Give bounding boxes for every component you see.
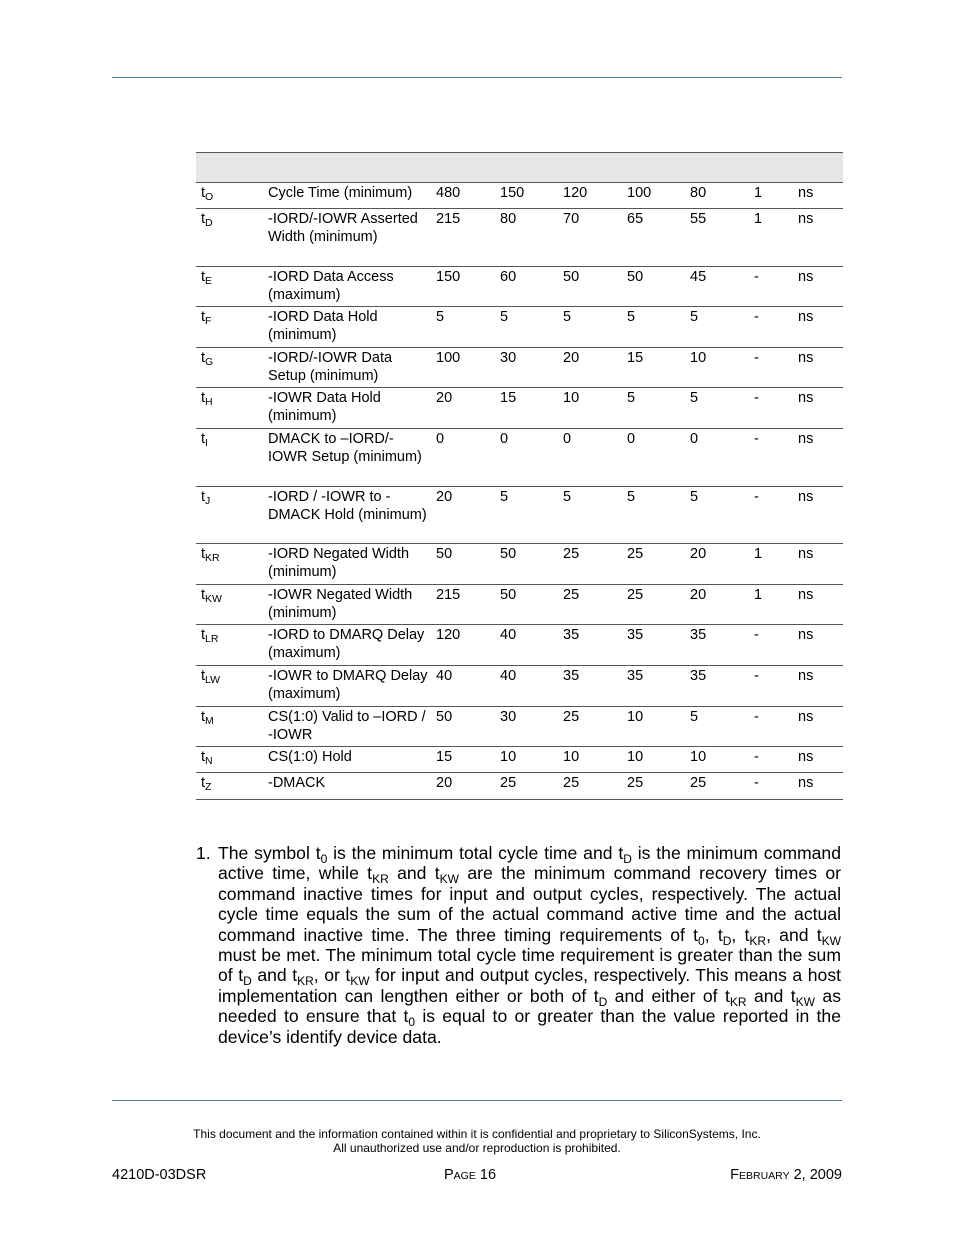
unit: ns [798, 489, 814, 505]
parameter-symbol: $t_E$ [201, 269, 213, 287]
mode-3-value: 50 [627, 269, 644, 285]
mode-4-value: 35 [690, 668, 707, 684]
unit: ns [798, 749, 814, 765]
note-ref: - [754, 749, 759, 765]
parameter-symbol: $t_O$ [201, 185, 214, 203]
parameter-symbol: $t_{LW}$ [201, 668, 221, 686]
parameter-symbol: $t_D$ [201, 211, 213, 229]
note-ref: 1 [754, 185, 763, 201]
mode-2-value: 25 [563, 587, 580, 603]
mode-4-value: 5 [690, 390, 699, 406]
mode-1-value: 0 [500, 431, 509, 447]
mode-4-value: 5 [690, 489, 699, 505]
parameter-description: -IOWR Data Hold (minimum) [268, 390, 381, 424]
footnote-1 [196, 843, 841, 1047]
mode-3-value: 35 [627, 668, 644, 684]
unit: ns [798, 269, 814, 285]
mode-0-value: 20 [436, 390, 453, 406]
table-row [196, 429, 843, 487]
mode-2-value: 35 [563, 627, 580, 643]
note-ref: - [754, 390, 759, 406]
parameter-symbol: $t_I$ [201, 431, 208, 449]
table-row [196, 487, 843, 544]
document-number: 4210D-03DSR [112, 1167, 207, 1183]
mode-4-value: 20 [690, 587, 707, 603]
unit: ns [798, 390, 814, 406]
timing-table [196, 152, 843, 800]
note-ref: - [754, 309, 759, 325]
mode-0-value: 50 [436, 709, 453, 725]
table-row [196, 666, 843, 707]
parameter-description: -DMACK [268, 775, 326, 791]
mode-1-value: 40 [500, 668, 517, 684]
table-row [196, 544, 843, 585]
mode-4-value: 5 [690, 309, 699, 325]
footnote-number: 1. [196, 843, 211, 863]
unit: ns [798, 587, 814, 603]
table-row [196, 183, 843, 209]
mode-0-value: 215 [436, 587, 461, 603]
parameter-symbol: $t_{KR}$ [201, 546, 220, 564]
parameter-symbol: $t_J$ [201, 489, 211, 507]
parameter-symbol: $t_G$ [201, 350, 214, 368]
mode-1-value: 150 [500, 185, 525, 201]
confidentiality-line-2: All unauthorized use and/or reproduction is prohibited. [333, 1141, 621, 1155]
confidentiality-line-1: This document and the information contained within it is confidential and proprietary to SiliconSystems, Inc. [193, 1127, 761, 1141]
table-body [196, 183, 843, 800]
footer-rule [112, 1100, 842, 1101]
mode-0-value: 150 [436, 269, 461, 285]
page-number-label: PAGE 16 [444, 1167, 497, 1183]
mode-3-value: 10 [627, 749, 644, 765]
mode-1-value: 40 [500, 627, 517, 643]
parameter-description: -IORD/-IOWR Data Setup (minimum) [268, 350, 393, 384]
parameter-description: -IOWR to DMARQ Delay (maximum) [268, 668, 428, 702]
mode-2-value: 5 [563, 489, 572, 505]
mode-3-value: 5 [627, 309, 636, 325]
parameter-description: -IORD Negated Width (minimum) [268, 546, 410, 580]
mode-2-value: 35 [563, 668, 580, 684]
mode-2-value: 25 [563, 709, 580, 725]
mode-2-value: 0 [563, 431, 572, 447]
mode-4-value: 5 [690, 709, 699, 725]
mode-3-value: 15 [627, 350, 644, 366]
unit: ns [798, 431, 814, 447]
mode-3-value: 25 [627, 775, 644, 791]
mode-0-value: 120 [436, 627, 461, 643]
unit: ns [798, 211, 814, 227]
mode-1-value: 50 [500, 546, 517, 562]
mode-2-value: 25 [563, 546, 580, 562]
mode-4-value: 10 [690, 350, 707, 366]
mode-2-value: 50 [563, 269, 580, 285]
unit: ns [798, 309, 814, 325]
note-ref: 1 [754, 546, 763, 562]
note-ref: - [754, 489, 759, 505]
note-ref: - [754, 431, 759, 447]
mode-4-value: 0 [690, 431, 699, 447]
parameter-description: DMACK to –IORD/-IOWR Setup (minimum) [268, 431, 422, 465]
table-header-band [196, 152, 843, 183]
footnote-text: The symbol $t_0$ is the minimum total cycle time and $t_D$ is the minimum command active time, while $t_{KR}$ and $t_{KW}$ are the minimum command recovery times or command inactive times for input and output cycles, respectively. The actual cycle time equals the sum of the actual command active time and the actual command inactive time. The three timing requirements of $t_0$, $t_D$, $t_{KR}$, and $t_{KW}$ must be met. The minimum total cycle time requirement is greater than the sum of $t_D$ and $t_{KR}$, or $t_{KW}$ for input and output cycles, respectively. This means a host implementation can lengthen either or both of $t_D$ and either of $t_{KR}$ and $t_{KW}$ as needed to ensure that $t_0$ is equal to or greater than the value reported in the device’s identify device data. [218, 843, 842, 1047]
table-row [196, 747, 843, 773]
mode-0-value: 50 [436, 546, 453, 562]
mode-1-value: 30 [500, 709, 517, 725]
mode-3-value: 65 [627, 211, 644, 227]
document-date: FEBRUARY 2, 2009 [730, 1167, 842, 1183]
header-rule [112, 77, 842, 78]
mode-2-value: 5 [563, 309, 572, 325]
mode-2-value: 120 [563, 185, 588, 201]
unit: ns [798, 546, 814, 562]
mode-2-value: 25 [563, 775, 580, 791]
unit: ns [798, 627, 814, 643]
mode-4-value: 35 [690, 627, 707, 643]
mode-1-value: 15 [500, 390, 517, 406]
mode-2-value: 20 [563, 350, 580, 366]
mode-0-value: 215 [436, 211, 461, 227]
mode-3-value: 0 [627, 431, 636, 447]
parameter-symbol: $t_M$ [201, 709, 214, 727]
table-row [196, 267, 843, 307]
note-ref: - [754, 668, 759, 684]
mode-0-value: 5 [436, 309, 445, 325]
parameter-symbol: $t_{LR}$ [201, 627, 219, 645]
unit: ns [798, 668, 814, 684]
mode-1-value: 5 [500, 309, 509, 325]
parameter-description: -IORD to DMARQ Delay (maximum) [268, 627, 425, 661]
mode-0-value: 480 [436, 185, 461, 201]
mode-3-value: 10 [627, 709, 644, 725]
parameter-symbol: $t_F$ [201, 309, 212, 327]
mode-3-value: 25 [627, 587, 644, 603]
table-row [196, 388, 843, 429]
mode-3-value: 35 [627, 627, 644, 643]
mode-3-value: 25 [627, 546, 644, 562]
table-row [196, 625, 843, 666]
mode-0-value: 20 [436, 489, 453, 505]
parameter-description: -IOWR Negated Width (minimum) [268, 587, 413, 621]
page-number: 16 [479, 1167, 497, 1183]
parameter-description: -IORD/-IOWR Asserted Width (minimum) [268, 211, 418, 245]
mode-3-value: 100 [627, 185, 652, 201]
mode-4-value: 25 [690, 775, 707, 791]
note-ref: 1 [754, 587, 763, 603]
table-row [196, 707, 843, 747]
parameter-symbol: $t_Z$ [201, 775, 212, 793]
note-ref: - [754, 775, 759, 791]
mode-1-value: 25 [500, 775, 517, 791]
mode-1-value: 5 [500, 489, 509, 505]
mode-4-value: 80 [690, 185, 707, 201]
note-ref: - [754, 350, 759, 366]
parameter-symbol: $t_{KW}$ [201, 587, 222, 605]
mode-4-value: 55 [690, 211, 707, 227]
parameter-symbol: $t_H$ [201, 390, 213, 408]
mode-1-value: 10 [500, 749, 517, 765]
mode-0-value: 40 [436, 668, 453, 684]
parameter-description: -IORD Data Hold (minimum) [268, 309, 378, 343]
note-ref: - [754, 709, 759, 725]
mode-1-value: 30 [500, 350, 517, 366]
mode-1-value: 80 [500, 211, 517, 227]
mode-2-value: 10 [563, 390, 580, 406]
unit: ns [798, 185, 814, 201]
mode-0-value: 100 [436, 350, 461, 366]
confidentiality-notice [112, 1127, 842, 1155]
parameter-symbol: $t_N$ [201, 749, 213, 767]
parameter-description: CS(1:0) Valid to –IORD / -IOWR [268, 709, 426, 743]
table-row [196, 209, 843, 267]
mode-1-value: 50 [500, 587, 517, 603]
unit: ns [798, 709, 814, 725]
unit: ns [798, 775, 814, 791]
mode-4-value: 45 [690, 269, 707, 285]
parameter-description: -IORD / -IOWR to -DMACK Hold (minimum) [268, 489, 427, 523]
table-row [196, 585, 843, 625]
unit: ns [798, 350, 814, 366]
mode-1-value: 60 [500, 269, 517, 285]
mode-0-value: 20 [436, 775, 453, 791]
mode-0-value: 0 [436, 431, 445, 447]
note-ref: - [754, 269, 759, 285]
parameter-description: Cycle Time (minimum) [268, 185, 413, 201]
parameter-description: -IORD Data Access (maximum) [268, 269, 394, 303]
mode-2-value: 10 [563, 749, 580, 765]
table-row [196, 307, 843, 348]
note-ref: - [754, 627, 759, 643]
mode-4-value: 20 [690, 546, 707, 562]
table-row [196, 348, 843, 388]
mode-3-value: 5 [627, 489, 636, 505]
mode-0-value: 15 [436, 749, 453, 765]
mode-2-value: 70 [563, 211, 580, 227]
mode-4-value: 10 [690, 749, 707, 765]
table-row [196, 773, 843, 800]
mode-3-value: 5 [627, 390, 636, 406]
note-ref: 1 [754, 211, 763, 227]
parameter-description: CS(1:0) Hold [268, 749, 352, 765]
